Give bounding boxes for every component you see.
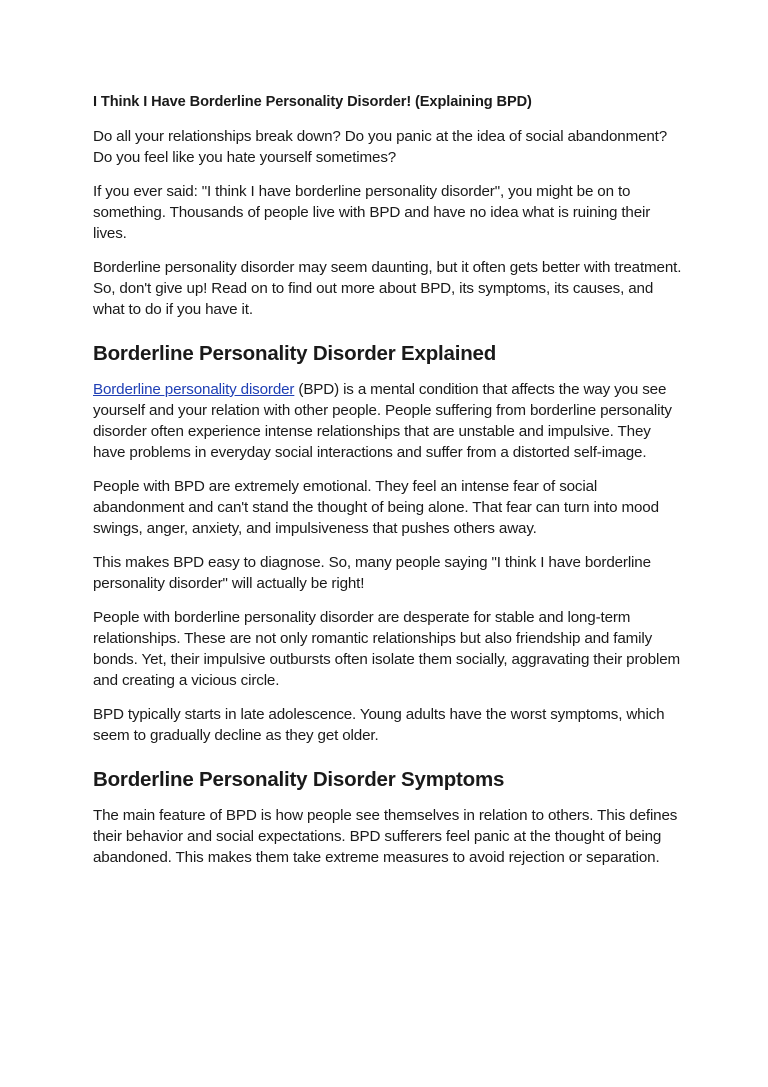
explained-paragraph-2: People with BPD are extremely emotional. They feel an intense fear of social abandonment and can't stand the thought of being alone. That fear can turn into mood swings, anger, anxiety, and impulsiveness that pushes others away. [93,478,659,537]
explained-paragraph-5: BPD typically starts in late adolescence. Young adults have the worst symptoms, which seem to gradually decline as they get older. [93,706,665,744]
explained-paragraph-4: People with borderline personality disorder are desperate for stable and long-term relationships. These are not only romantic relationships but also friendship and family bonds. Yet, their impulsive outbursts often isolate them socially, aggravating their problem and creating a vicious circle. [93,609,680,689]
explained-paragraph-1 [93,379,683,463]
section-heading-symptoms: Borderline Personality Disorder Symptoms [93,768,505,791]
bpd-definition-link[interactable]: Borderline personality disorder [93,381,295,398]
section-heading-explained: Borderline Personality Disorder Explained [93,342,497,365]
intro-paragraph-2: If you ever said: "I think I have borderline personality disorder", you might be on to something. Thousands of people live with BPD and have no idea what is ruining their lives. [93,183,651,242]
document-title: I Think I Have Borderline Personality Disorder! (Explaining BPD) [93,94,532,110]
document-page [93,92,683,881]
intro-paragraph-3: Borderline personality disorder may seem daunting, but it often gets better with treatment. So, don't give up! Read on to find out more about BPD, its symptoms, its causes, and what to do if you have it. [93,259,682,318]
intro-paragraph-1: Do all your relationships break down? Do you panic at the idea of social abandonment? Do you feel like you hate yourself sometimes? [93,128,668,166]
explained-paragraph-3: This makes BPD easy to diagnose. So, many people saying "I think I have borderline personality disorder" will actually be right! [93,554,651,592]
explained-paragraph-1-text: (BPD) is a mental condition that affects the way you see yourself and your relation with other people. People suffering from borderline personality disorder often experience intense relationships that are unstable and impulsive. They have problems in everyday social interactions and suffer from a distorted self-image. [93,381,672,461]
symptoms-paragraph-1: The main feature of BPD is how people see themselves in relation to others. This defines their behavior and social expectations. BPD sufferers feel panic at the thought of being abandoned. This makes them take extreme measures to avoid rejection or separation. [93,807,678,866]
